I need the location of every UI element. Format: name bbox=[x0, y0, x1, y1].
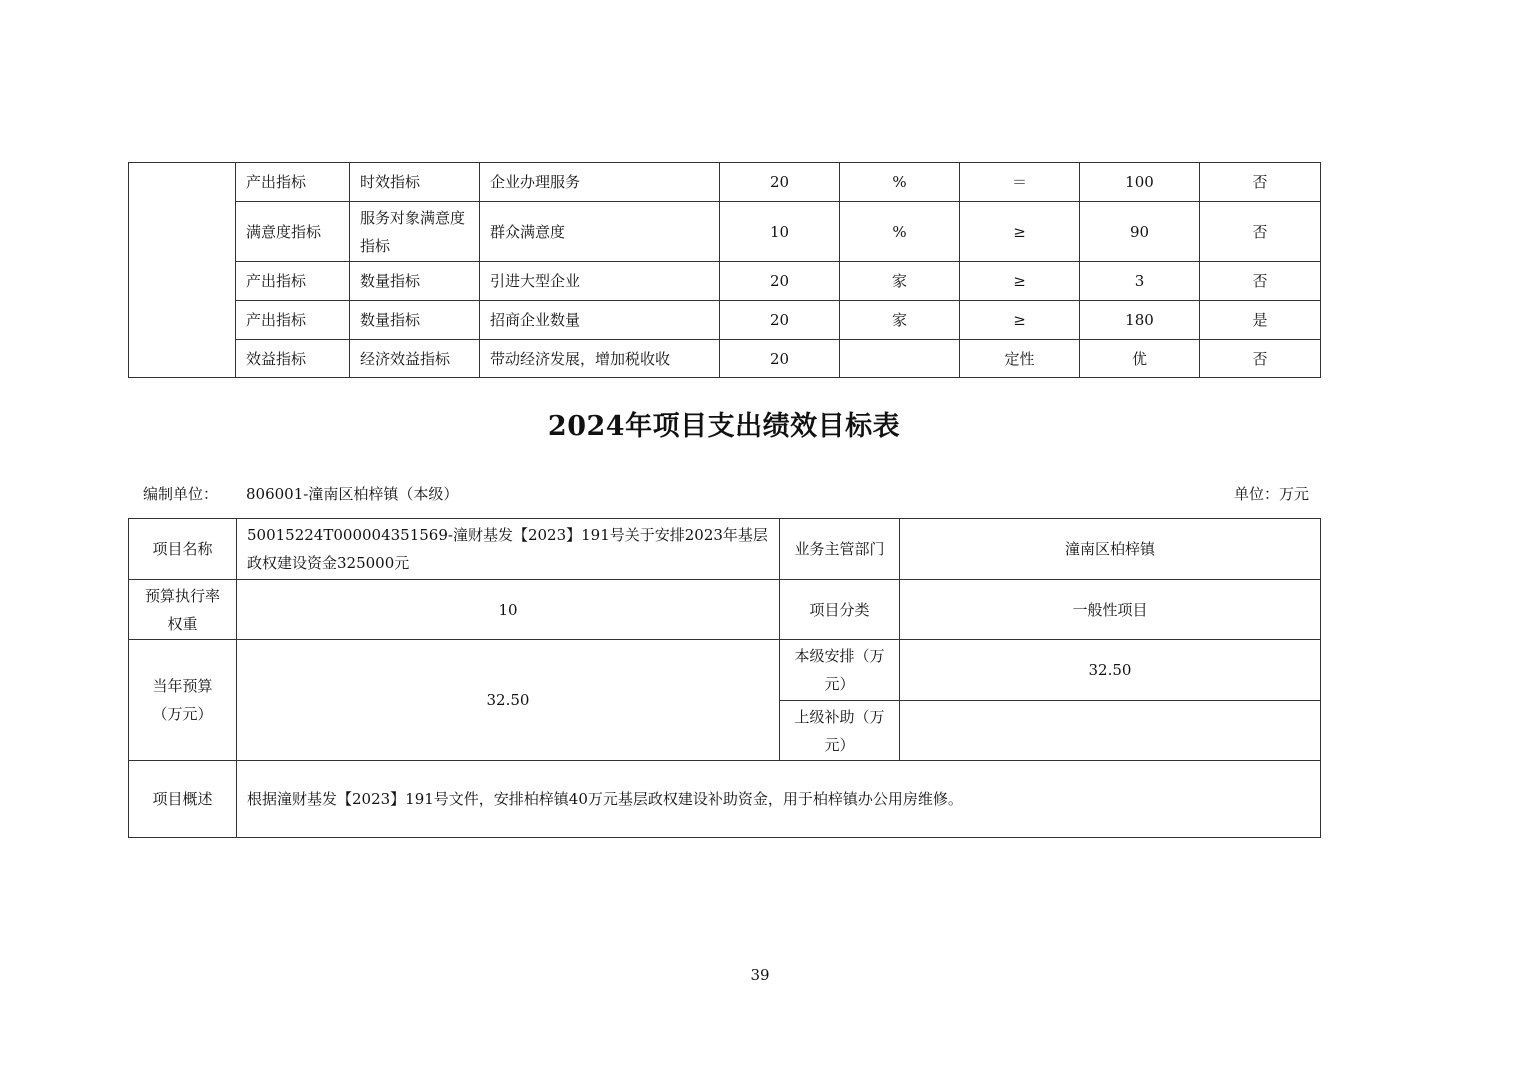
level2-indicator: 数量指标 bbox=[350, 262, 480, 301]
project-info-table bbox=[128, 518, 1321, 838]
indicator-unit: % bbox=[840, 202, 960, 262]
table-row bbox=[129, 163, 1321, 202]
org-label: 编制单位： bbox=[143, 485, 219, 503]
indicator-name: 群众满意度 bbox=[480, 202, 720, 262]
indicator-weight: 20 bbox=[720, 163, 840, 202]
indicator-value: 180 bbox=[1080, 301, 1200, 340]
indicator-table bbox=[128, 162, 1321, 378]
overview-label: 项目概述 bbox=[129, 761, 237, 838]
level1-indicator: 效益指标 bbox=[236, 340, 350, 378]
table-row bbox=[129, 340, 1321, 378]
core-indicator-flag: 否 bbox=[1200, 163, 1321, 202]
level1-indicator: 满意度指标 bbox=[236, 202, 350, 262]
indicator-operator: 定性 bbox=[960, 340, 1080, 378]
section-title: 2024年项目支出绩效目标表 bbox=[547, 411, 901, 442]
exec-rate-label: 预算执行率权重 bbox=[129, 580, 237, 640]
table-row bbox=[129, 640, 1321, 701]
table-row bbox=[129, 761, 1321, 838]
page-number: 39 bbox=[750, 966, 770, 984]
indicator-unit bbox=[840, 340, 960, 378]
table-row bbox=[129, 301, 1321, 340]
level2-indicator: 经济效益指标 bbox=[350, 340, 480, 378]
level2-indicator: 时效指标 bbox=[350, 163, 480, 202]
indicator-value: 3 bbox=[1080, 262, 1200, 301]
department-label: 业务主管部门 bbox=[780, 519, 900, 580]
project-name-value: 50015224T000004351569-潼财基发【2023】191号关于安排2023年基层政权建设资金325000元 bbox=[237, 519, 780, 580]
upper-subsidy-label: 上级补助（万元） bbox=[780, 701, 900, 761]
category-value: 一般性项目 bbox=[900, 580, 1321, 640]
indicator-unit: 家 bbox=[840, 301, 960, 340]
indicator-operator: ≥ bbox=[960, 301, 1080, 340]
level1-indicator: 产出指标 bbox=[236, 163, 350, 202]
indicator-name: 招商企业数量 bbox=[480, 301, 720, 340]
core-indicator-flag: 否 bbox=[1200, 202, 1321, 262]
annual-budget-value: 32.50 bbox=[237, 640, 780, 761]
local-arrangement-value: 32.50 bbox=[900, 640, 1321, 701]
indicator-operator: ≥ bbox=[960, 202, 1080, 262]
annual-budget-label: 当年预算（万元） bbox=[129, 640, 237, 761]
table-row bbox=[129, 519, 1321, 580]
level2-indicator: 服务对象满意度指标 bbox=[350, 202, 480, 262]
indicator-weight: 20 bbox=[720, 262, 840, 301]
indicator-name: 企业办理服务 bbox=[480, 163, 720, 202]
local-arrangement-label: 本级安排（万元） bbox=[780, 640, 900, 701]
table-row bbox=[129, 580, 1321, 640]
core-indicator-flag: 否 bbox=[1200, 262, 1321, 301]
core-indicator-flag: 是 bbox=[1200, 301, 1321, 340]
level2-indicator: 数量指标 bbox=[350, 301, 480, 340]
indicator-unit: 家 bbox=[840, 262, 960, 301]
indicator-name: 引进大型企业 bbox=[480, 262, 720, 301]
indicator-name: 带动经济发展，增加税收收 bbox=[480, 340, 720, 378]
merged-blank-cell bbox=[129, 163, 236, 378]
overview-value: 根据潼财基发【2023】191号文件，安排柏梓镇40万元基层政权建设补助资金，用于柏梓镇办公用房维修。 bbox=[237, 761, 1321, 838]
project-name-label: 项目名称 bbox=[129, 519, 237, 580]
level1-indicator: 产出指标 bbox=[236, 262, 350, 301]
category-label: 项目分类 bbox=[780, 580, 900, 640]
unit-label: 单位：万元 bbox=[1233, 485, 1309, 503]
indicator-value: 100 bbox=[1080, 163, 1200, 202]
org-value: 806001-潼南区柏梓镇（本级） bbox=[246, 485, 459, 503]
indicator-weight: 20 bbox=[720, 301, 840, 340]
indicator-value: 优 bbox=[1080, 340, 1200, 378]
indicator-operator: ≥ bbox=[960, 262, 1080, 301]
indicator-weight: 10 bbox=[720, 202, 840, 262]
indicator-value: 90 bbox=[1080, 202, 1200, 262]
table-row bbox=[129, 262, 1321, 301]
upper-subsidy-value bbox=[900, 701, 1321, 761]
level1-indicator: 产出指标 bbox=[236, 301, 350, 340]
indicator-unit: % bbox=[840, 163, 960, 202]
table-row bbox=[129, 202, 1321, 262]
indicator-weight: 20 bbox=[720, 340, 840, 378]
department-value: 潼南区柏梓镇 bbox=[900, 519, 1321, 580]
indicator-operator: ＝ bbox=[960, 163, 1080, 202]
core-indicator-flag: 否 bbox=[1200, 340, 1321, 378]
exec-rate-value: 10 bbox=[237, 580, 780, 640]
